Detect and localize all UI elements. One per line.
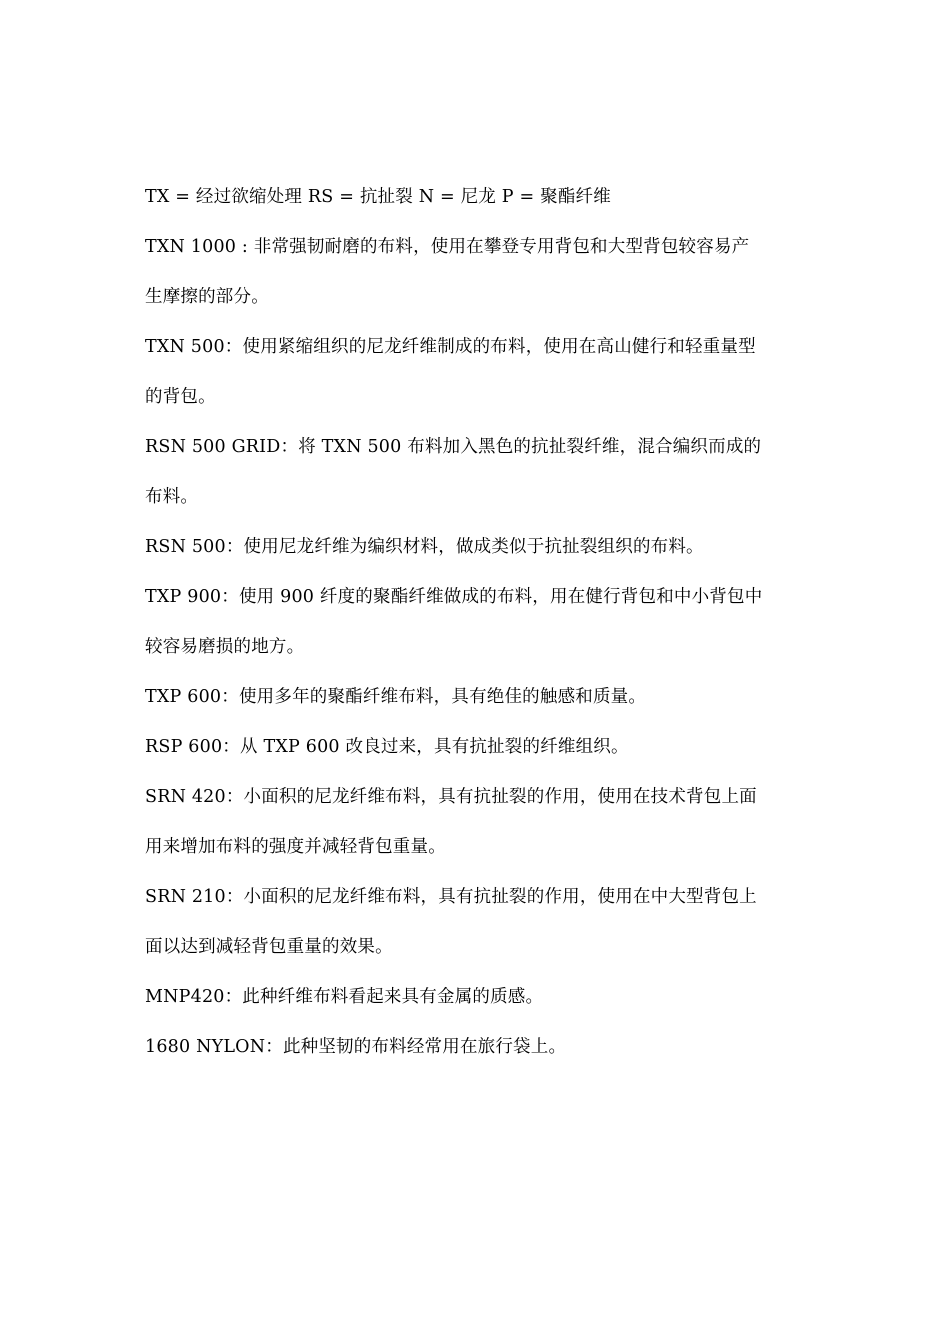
txp-900-text-cont: 较容易磨损的地方。 <box>145 637 305 657</box>
nylon-1680-text: 1680 NYLON：此种坚韧的布料经常用在旅行袋上。 <box>145 1037 567 1057</box>
rsn-500-text: RSN 500：使用尼龙纤维为编织材料，做成类似于抗扯裂组织的布料。 <box>145 537 704 557</box>
rsn-500-grid-text: RSN 500 GRID：将 TXN 500 布料加入黑色的抗扯裂纤维，混合编织而成的 <box>145 437 762 457</box>
txn-1000-text: TXN 1000 : 非常强韧耐磨的布料，使用在攀登专用背包和大型背包较容易产 <box>145 237 750 257</box>
txn-500-text-cont: 的背包。 <box>145 387 216 407</box>
document-body <box>145 172 825 1072</box>
srn-420-text-cont: 用来增加布料的强度并减轻背包重量。 <box>145 837 446 857</box>
txp-600-text: TXP 600：使用多年的聚酯纤维布料，具有绝佳的触感和质量。 <box>145 687 647 707</box>
srn-210-text: SRN 210：小面积的尼龙纤维布料，具有抗扯裂的作用，使用在中大型背包上 <box>145 887 757 907</box>
txp-900-text: TXP 900：使用 900 纤度的聚酯纤维做成的布料，用在健行背包和中小背包中 <box>145 587 763 607</box>
rsn-500-grid-text-cont: 布料。 <box>145 487 199 507</box>
abbreviation-legend: TX = 经过欲缩处理 RS = 抗扯裂 N = 尼龙 P = 聚酯纤维 <box>145 187 611 207</box>
srn-420-text: SRN 420：小面积的尼龙纤维布料，具有抗扯裂的作用，使用在技术背包上面 <box>145 787 757 807</box>
mnp420-text: MNP420：此种纤维布料看起来具有金属的质感。 <box>145 987 544 1007</box>
txn-1000-text-cont: 生摩擦的部分。 <box>145 287 269 307</box>
srn-210-text-cont: 面以达到减轻背包重量的效果。 <box>145 937 393 957</box>
txn-500-text: TXN 500：使用紧缩组织的尼龙纤维制成的布料，使用在高山健行和轻重量型 <box>145 337 756 357</box>
rsp-600-text: RSP 600：从 TXP 600 改良过来，具有抗扯裂的纤维组织。 <box>145 737 629 757</box>
